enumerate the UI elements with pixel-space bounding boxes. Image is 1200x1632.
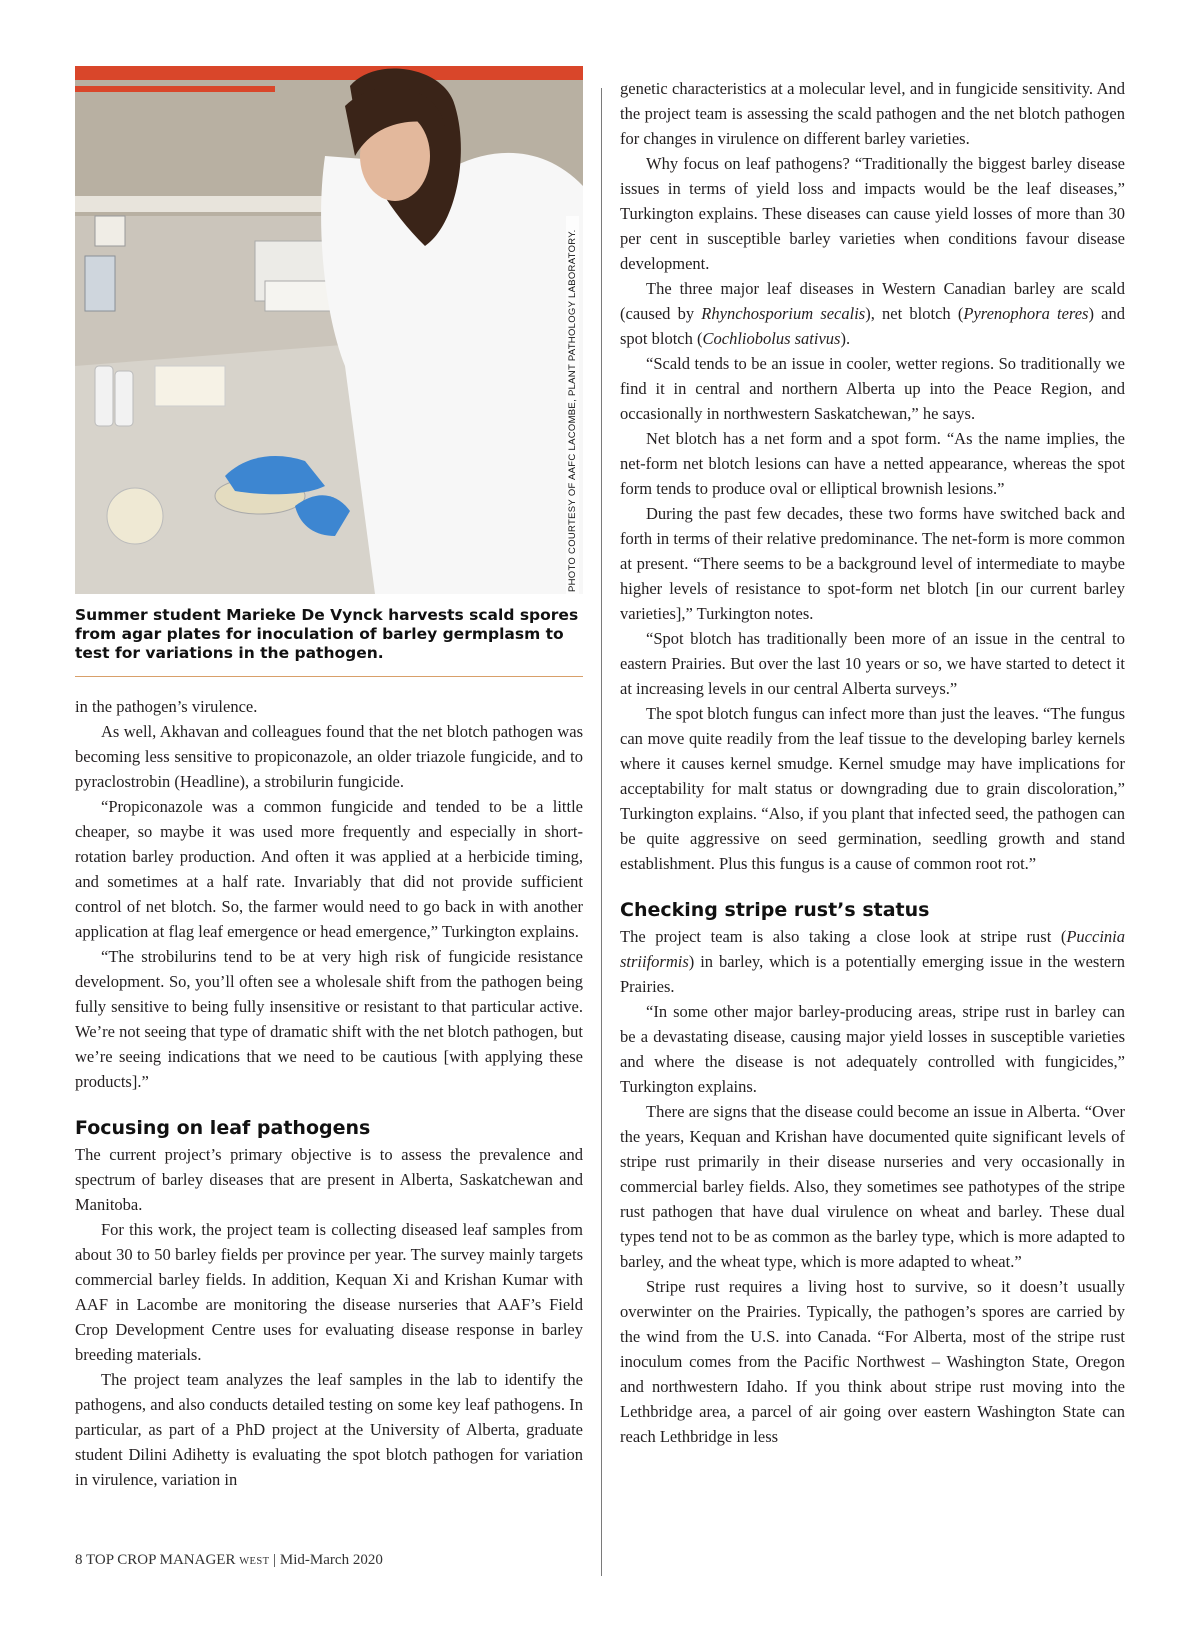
footer-separator: | [273, 1552, 277, 1568]
page-footer [75, 1552, 383, 1569]
edition-label: WEST [239, 1556, 270, 1567]
photo-caption: Summer student Marieke De Vynck harvests scald spores from agar plates for inoculation of barley germplasm to test for variations in the pathogen. [75, 606, 579, 662]
paragraph: As well, Akhavan and colleagues found that the net blotch pathogen was becoming less sensitive to propiconazole, an older triazole fungicide, and to pyraclostrobin (Headline), a strobilurin fungicide. [75, 722, 583, 791]
paragraph: The three major leaf diseases in Western Canadian barley are scald (caused by Rhynchosporium secalis), net blotch (Pyrenophora teres) and spot blotch (Cochliobolus sativus). [620, 279, 1126, 348]
paragraph: Why focus on leaf pathogens? “Traditionally the biggest barley disease issues in terms of yield loss and impacts would be the leaf diseases,” Turkington explains. These diseases can cause yield losses of more than 30 per cent in susceptible barley varieties when conditions favour disease development. [620, 154, 1125, 273]
paragraph: The project team is also taking a close look at stripe rust (Puccinia striiformis) in barley, which is a potentially emerging issue in the western Prairies. [620, 927, 1125, 996]
left-column [75, 76, 583, 1492]
paragraph: Net blotch has a net form and a spot form. “As the name implies, the net-form net blotch lesions can have a netted appearance, whereas the spot form tends to produce oval or elliptical brownish lesions.” [620, 429, 1125, 498]
lab-photo [75, 66, 583, 594]
paragraph: There are signs that the disease could become an issue in Alberta. “Over the years, Kequan and Krishan have documented quite significant levels of stripe rust primarily in their disease nurseries and very occasionally in commercial barley fields. Also, they sometimes see pathotypes of the stripe rust pathogen that have dual virulence on wheat and barley. These dual types tend not to be as common as the barley type, which is more adapted to barley, and the wheat type, which is more adapted to wheat.” [620, 1102, 1125, 1271]
paragraph: in the pathogen’s virulence. [75, 697, 258, 716]
paragraph: The current project’s primary objective is to assess the prevalence and spectrum of barley diseases that are present in Alberta, Saskatchewan and Manitoba. [75, 1145, 583, 1214]
right-column [620, 76, 1125, 1449]
page-number: 8 [75, 1552, 83, 1568]
paragraph: “In some other major barley-producing areas, stripe rust in barley can be a devastating disease, causing major yield losses in susceptible varieties and where the disease is not adequately controlled with fungicides,” Turkington explains. [620, 1002, 1125, 1096]
paragraph: During the past few decades, these two forms have switched back and forth in terms of their relative predominance. The net-form is more common at present. “There seems to be a background level of intermediate to maybe higher levels of resistance to spot-form net blotch [in our current barley varieties],” Turkington notes. [620, 504, 1125, 623]
magazine-name: TOP CROP MANAGER [85, 1552, 236, 1568]
paragraph: “Scald tends to be an issue in cooler, wetter regions. So traditionally we find it in central and northern Alberta up into the Peace Region, and occasionally in northwestern Saskatchewan,” he says. [620, 354, 1125, 423]
paragraph: “Propiconazole was a common fungicide and tended to be a little cheaper, so maybe it was used more frequently and especially in short-rotation barley production. And often it was applied at a herbicide timing, and sometimes at a half rate. Invariably that did not provide sufficient control of net blotch. So, the farmer would need to go back in with another application at flag leaf emergence or head emergence,” Turkington explains. [75, 797, 583, 941]
section-heading: Checking stripe rust’s status [620, 899, 930, 921]
lab-photo-illustration [75, 66, 583, 594]
paragraph: genetic characteristics at a molecular level, and in fungicide sensitivity. And the project team is assessing the scald pathogen and the net blotch pathogen for changes in virulence on different barley varieties. [620, 79, 1125, 148]
paragraph: The project team analyzes the leaf samples in the lab to identify the pathogens, and also conducts detailed testing on some key leaf pathogens. In particular, as part of a PhD project at the University of Alberta, graduate student Dilini Adihetty is evaluating the spot blotch pathogen for variation in virulence, variation in [75, 1370, 583, 1489]
paragraph: The spot blotch fungus can infect more than just the leaves. “The fungus can move quite readily from the leaf tissue to the developing barley kernels where it causes kernel smudge. Kernel smudge may have implications for acceptability for malt status or downgrading due to grain discoloration,” Turkington explains. “Also, if you plant that infected seed, the pathogen can be quite aggressive on seed germination, seedling growth and stand establishment. Plus this fungus is a cause of common root rot.” [620, 704, 1125, 873]
section-heading: Focusing on leaf pathogens [75, 1117, 371, 1139]
column-divider [601, 88, 602, 1576]
caption-rule [75, 676, 583, 677]
paragraph: “Spot blotch has traditionally been more of an issue in the central to eastern Prairies. But over the last 10 years or so, we have started to detect it at increasing levels in our central Alberta surveys.” [620, 629, 1125, 698]
paragraph: For this work, the project team is collecting diseased leaf samples from about 30 to 50 barley fields per province per year. The survey mainly targets commercial barley fields. In addition, Kequan Xi and Krishan Kumar with AAF in Lacombe are monitoring the disease nurseries that AAF’s Field Crop Development Centre uses for evaluating disease response in barley breeding materials. [75, 1220, 583, 1364]
photo-credit: PHOTO COURTESY OF AAFC LACOMBE, PLANT PATHOLOGY LABORATORY. [566, 216, 579, 594]
paragraph: “The strobilurins tend to be at very high risk of fungicide resistance development. So, you’ll often see a wholesale shift from the pathogen being fully sensitive to being fully insensitive or resistant to that particular active. We’re not seeing that type of dramatic shift with the net blotch pathogen, but we’re seeing indications that we need to be cautious [with applying these products].” [75, 947, 583, 1091]
paragraph: Stripe rust requires a living host to survive, so it doesn’t usually overwinter on the Prairies. Typically, the pathogen’s spores are carried by the wind from the U.S. into Canada. “For Alberta, most of the stripe rust inoculum comes from the Pacific Northwest – Washington State, Oregon and northwestern Idaho. If you think about stripe rust moving into the Lethbridge area, a parcel of air going over eastern Washington State can reach Lethbridge in less [620, 1277, 1125, 1446]
issue-date: Mid-March 2020 [279, 1552, 383, 1568]
